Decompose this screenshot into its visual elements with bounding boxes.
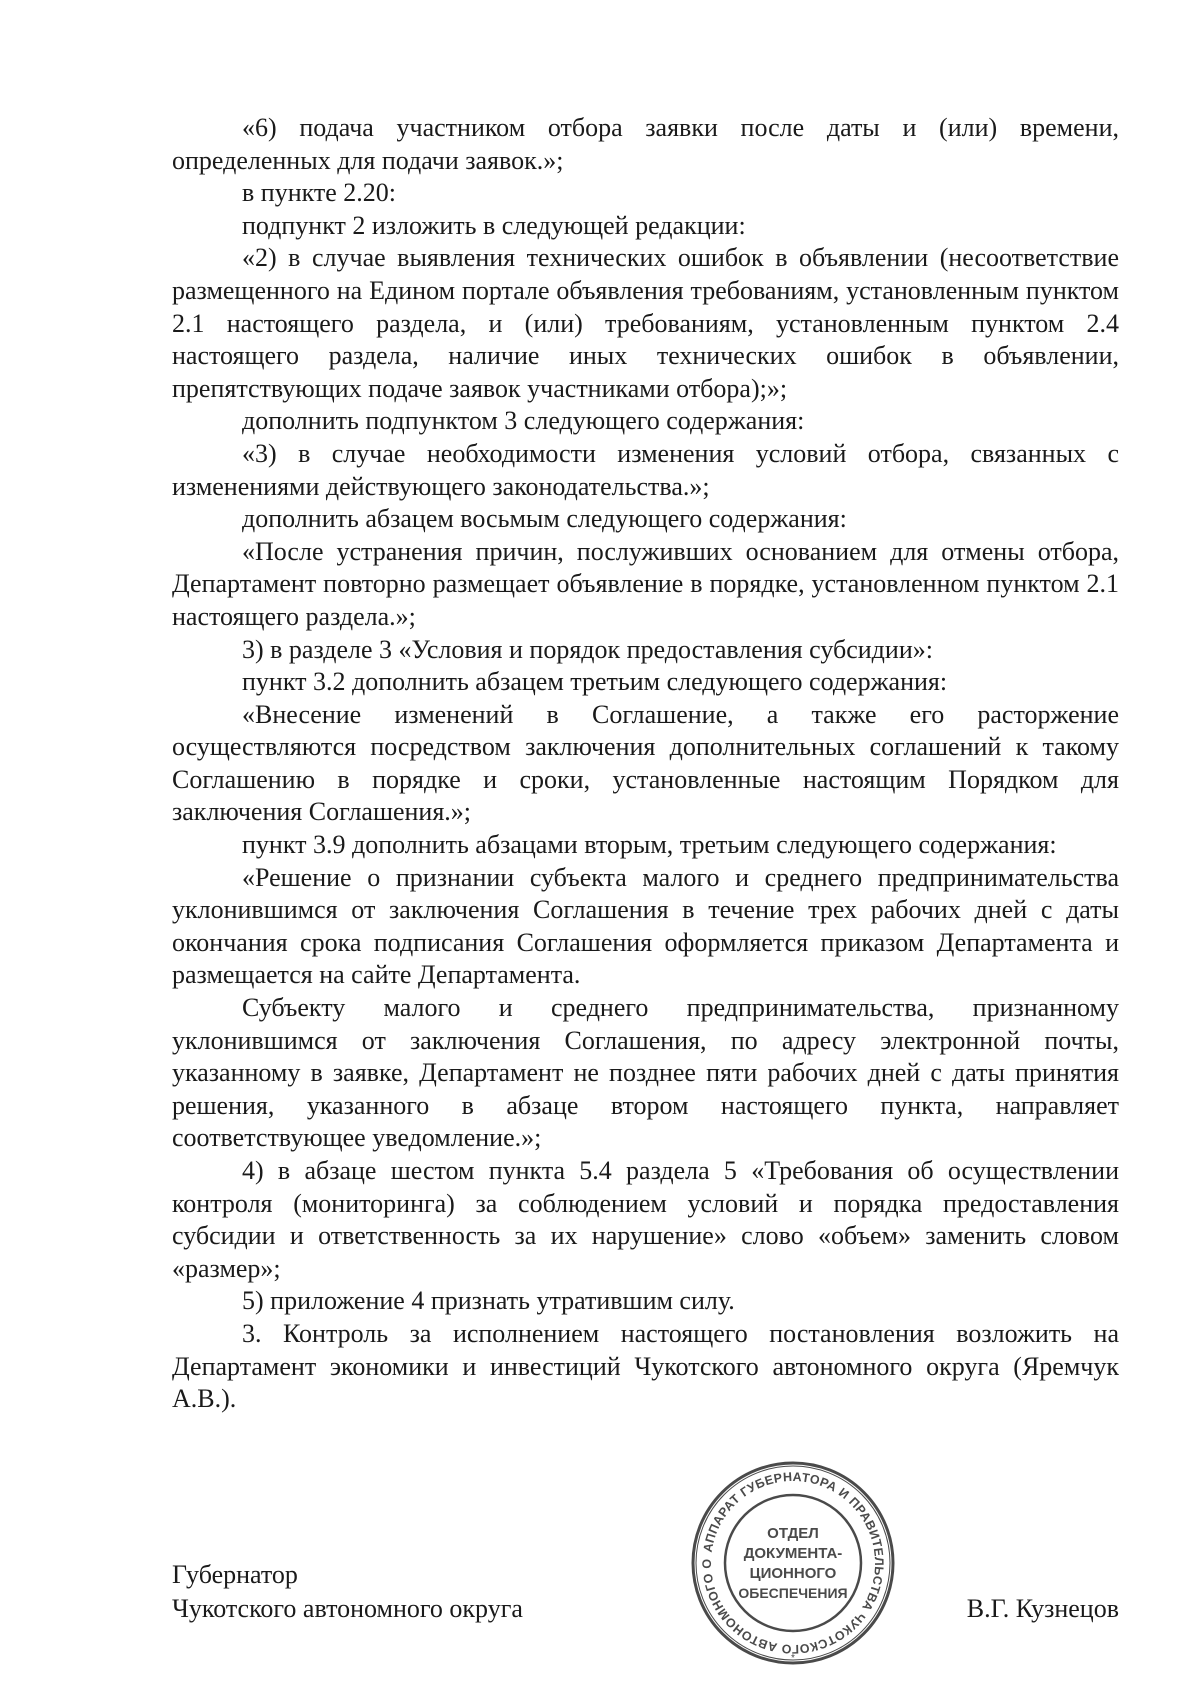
stamp-star-mark: *	[791, 1653, 795, 1664]
paragraph: подпункт 2 изложить в следующей редакции:	[242, 210, 746, 240]
stamp-center-line: ОБЕСПЕЧЕНИЯ	[738, 1585, 848, 1601]
paragraph: дополнить абзацем восьмым следующего содержания:	[242, 504, 847, 534]
paragraph: «Решение о признании субъекта малого и среднего предпринимательства уклонившимся от заключения Соглашения в течение трех рабочих дней с даты окончания срока подписания Соглашения оформляется приказом Департамента и размещается на сайте Департамента.	[172, 862, 1119, 990]
signatory-title: Чукотского автономного округа	[172, 1594, 523, 1623]
paragraph: «После устранения причин, послуживших основанием для отмены отбора, Департамент повторно размещает объявление в порядке, установленном пунктом 2.1 настоящего раздела.»;	[172, 536, 1119, 631]
paragraph: «6) подача участником отбора заявки после даты и (или) времени, определенных для подачи заявок.»;	[172, 113, 1119, 175]
paragraph: «2) в случае выявления технических ошибок в объявлении (несоответствие размещенного на Едином портале объявления требованиям, установленным пунктом 2.1 настоящего раздела, и (или) требованиям, установленным пунктом 2.4 настоящего раздела, наличие иных технических ошибок в объявлении, препятствующих подаче заявок участниками отбора);»;	[172, 243, 1119, 403]
paragraph: Субъекту малого и среднего предпринимательства, признанному уклонившимся от заключения Соглашения, по адресу электронной почты, указанному в заявке, Департамент не позднее пяти рабочих дней с даты принятия решения, указанного в абзаце втором настоящего пункта, направляет соответствующее уведомление.»;	[172, 993, 1119, 1153]
paragraph: 5) приложение 4 признать утратившим силу.	[242, 1286, 735, 1316]
paragraph: в пункте 2.20:	[242, 178, 397, 208]
paragraph: пункт 3.9 дополнить абзацами вторым, третьим следующего содержания:	[242, 830, 1057, 860]
stamp-center-line: ДОКУМЕНТА-	[743, 1545, 843, 1562]
paragraph: 3. Контроль за исполнением настоящего постановления возложить на Департамент экономики и инвестиций Чукотского автономного округа (Яремчук А.В.).	[172, 1318, 1119, 1414]
document-body	[172, 112, 1119, 1416]
paragraph: 4) в абзаце шестом пункта 5.4 раздела 5 «Требования об осуществлении контроля (мониторинга) за соблюдением условий и порядка предоставления субсидии и ответственность за их нарушение» слово «объем» заменить словом «размер»;	[172, 1156, 1119, 1283]
stamp-center-line: ЦИОННОГО	[749, 1565, 837, 1582]
paragraph: пункт 3.2 дополнить абзацем третьим следующего содержания:	[242, 667, 948, 697]
paragraph: 3) в разделе 3 «Условия и порядок предоставления субсидии»:	[242, 634, 933, 664]
paragraph: дополнить подпунктом 3 следующего содержания:	[242, 406, 805, 436]
paragraph: «Внесение изменений в Соглашение, а также его расторжение осуществляются посредством заключения дополнительных соглашений к такому Соглашению в порядке и сроки, установленные настоящим Порядком для заключения Соглашения.»;	[172, 699, 1119, 827]
signature-block	[172, 1558, 1119, 1626]
signatory-title: Губернатор	[172, 1560, 298, 1589]
paragraph: «3) в случае необходимости изменения условий отбора, связанных с изменениями действующего законодательства.»;	[172, 438, 1119, 501]
signatory-name: В.Г. Кузнецов	[966, 1594, 1119, 1623]
stamp-ring-text: АППАРАТ ГУБЕРНАТОРА И ПРАВИТЕЛЬСТВА ЧУКОТСКОГО АВТОНОМНОГО О	[699, 1469, 887, 1657]
stamp-center-line: ОТДЕЛ	[767, 1525, 819, 1542]
